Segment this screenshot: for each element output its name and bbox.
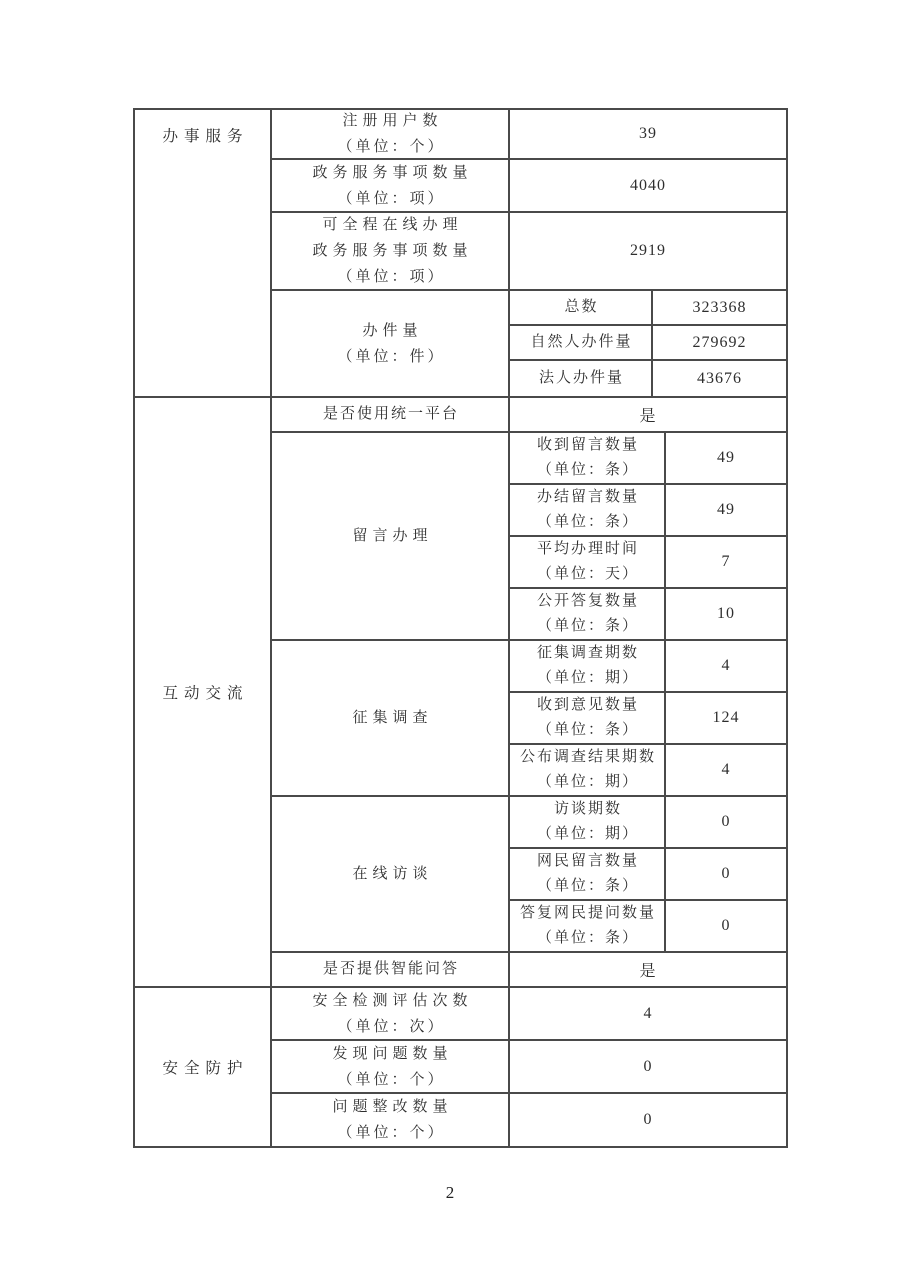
sub-value-survey-periods: [666, 641, 788, 693]
value-text: 0: [643, 1111, 653, 1128]
value-text: 124: [712, 709, 740, 726]
sub-value-messages-completed: [666, 485, 788, 537]
sub-value-netizen-messages: [666, 849, 788, 901]
sub-label-messages-completed: [510, 485, 666, 537]
sub-label-survey-periods: [510, 641, 666, 693]
value-text: 10: [717, 605, 735, 622]
item-label: 政务服务事项数量: [312, 164, 473, 181]
sub-label-text: 收到意见数量: [536, 697, 639, 713]
sub-label-netizen-messages: [510, 849, 666, 901]
sub-value-average-time: [666, 537, 788, 589]
sub-label-text: 公开答复数量: [536, 593, 639, 609]
sub-unit-text: （单位：期）: [536, 670, 639, 686]
value-registered-users: [510, 108, 788, 160]
item-online-service-items: [272, 213, 510, 291]
group-label: 办件量: [362, 322, 423, 339]
sub-label-total: [510, 291, 653, 326]
value-text: 4: [721, 761, 731, 778]
sub-value-results-published: [666, 745, 788, 797]
sub-value-total: [653, 291, 788, 326]
sub-label-text: 访谈期数: [553, 801, 622, 817]
unit-label: （单位：件）: [337, 348, 446, 365]
sub-label-text: 收到留言数量: [536, 437, 639, 453]
sub-label-average-time: [510, 537, 666, 589]
item-label: 发现问题数量: [332, 1045, 453, 1062]
sub-label-text: 征集调查期数: [536, 645, 639, 661]
group-label: 征集调查: [352, 710, 433, 726]
value-text: 是: [639, 408, 657, 425]
value-text: 43676: [697, 369, 742, 387]
value-text: 0: [721, 917, 731, 934]
item-label-line2: 政务服务事项数量: [312, 243, 473, 259]
item-service-items: [272, 160, 510, 213]
category-office-services: [133, 108, 272, 398]
sub-label-text: 网民留言数量: [536, 853, 639, 869]
item-security-assessments: [272, 988, 510, 1041]
value-text: 0: [721, 865, 731, 882]
item-problems-found: [272, 1041, 510, 1094]
unit-label: （单位：项）: [337, 190, 446, 207]
sub-value-messages-received: [666, 433, 788, 485]
item-registered-users: [272, 108, 510, 160]
sub-value-questions-answered: [666, 901, 788, 953]
group-solicitation-survey: [272, 641, 510, 797]
sub-label-text: 总数: [564, 299, 599, 315]
sub-label-messages-received: [510, 433, 666, 485]
sub-unit-text: （单位：条）: [536, 618, 639, 634]
report-table: [133, 108, 788, 1148]
sub-unit-text: （单位：条）: [536, 514, 639, 530]
page-number: 2: [445, 1183, 455, 1202]
item-label-line1: 可全程在线办理: [322, 217, 463, 233]
sub-value-opinions-received: [666, 693, 788, 745]
sub-unit-text: （单位：条）: [536, 930, 639, 946]
sub-label-text: 公布调查结果期数: [519, 749, 656, 765]
group-label: 留言办理: [352, 528, 433, 544]
value-text: 49: [717, 501, 735, 518]
sub-label-interview-periods: [510, 797, 666, 849]
sub-label-opinions-received: [510, 693, 666, 745]
sub-unit-text: （单位：期）: [536, 826, 639, 842]
sub-value-legal-person: [653, 361, 788, 398]
sub-label-text: 自然人办件量: [530, 334, 633, 350]
item-label: 安全检测评估次数: [312, 992, 473, 1009]
value-text: 49: [717, 449, 735, 466]
category-label: 安全防护: [162, 1060, 249, 1077]
value-online-service-items: [510, 213, 788, 291]
group-label: 在线访谈: [352, 866, 433, 882]
sub-label-text: 平均办理时间: [536, 541, 639, 557]
unit-label: （单位：次）: [337, 1018, 446, 1035]
value-text: 是: [639, 963, 657, 980]
value-unified-platform: [510, 398, 788, 433]
group-handled-volume: [272, 291, 510, 398]
item-unified-platform: [272, 398, 510, 433]
value-service-items: [510, 160, 788, 213]
sub-unit-text: （单位：天）: [536, 566, 639, 582]
sub-label-questions-answered: [510, 901, 666, 953]
sub-unit-text: （单位：条）: [536, 462, 639, 478]
unit-label: （单位：个）: [337, 1071, 446, 1088]
value-text: 39: [639, 125, 657, 142]
sub-label-natural-person: [510, 326, 653, 361]
sub-value-interview-periods: [666, 797, 788, 849]
value-problems-found: [510, 1041, 788, 1094]
value-text: 4: [643, 1004, 653, 1022]
sub-label-public-replies: [510, 589, 666, 641]
unit-label: （单位：个）: [337, 139, 446, 155]
sub-unit-text: （单位：期）: [536, 774, 639, 790]
item-label: 是否使用统一平台: [322, 406, 459, 422]
value-smart-qa: [510, 953, 788, 988]
sub-unit-text: （单位：条）: [536, 878, 639, 894]
group-online-interview: [272, 797, 510, 953]
unit-label: （单位：个）: [337, 1125, 446, 1141]
value-text: 0: [721, 813, 731, 830]
value-text: 279692: [692, 333, 747, 351]
sub-label-text: 办结留言数量: [536, 489, 639, 505]
item-label: 注册用户数: [342, 113, 443, 129]
sub-label-legal-person: [510, 361, 653, 398]
value-text: 7: [721, 553, 731, 570]
item-label: 是否提供智能问答: [322, 961, 459, 977]
sub-label-text: 答复网民提问数量: [519, 905, 656, 921]
value-problems-rectified: [510, 1094, 788, 1148]
value-text: 4: [721, 657, 731, 674]
item-problems-rectified: [272, 1094, 510, 1148]
unit-label: （单位：项）: [337, 269, 446, 285]
sub-label-text: 法人办件量: [538, 370, 624, 386]
category-label: 互动交流: [162, 685, 249, 702]
group-message-handling: [272, 433, 510, 641]
value-text: 4040: [630, 176, 666, 194]
item-smart-qa: [272, 953, 510, 988]
category-label: 办事服务: [162, 128, 249, 145]
sub-value-natural-person: [653, 326, 788, 361]
category-interactive-exchange: [133, 398, 272, 988]
sub-label-results-published: [510, 745, 666, 797]
value-text: 323368: [692, 298, 747, 316]
value-text: 0: [643, 1057, 653, 1075]
sub-value-public-replies: [666, 589, 788, 641]
value-text: 2919: [630, 242, 666, 259]
value-security-assessments: [510, 988, 788, 1041]
category-security-protection: [133, 988, 272, 1148]
sub-unit-text: （单位：条）: [536, 722, 639, 738]
item-label: 问题整改数量: [332, 1099, 453, 1115]
